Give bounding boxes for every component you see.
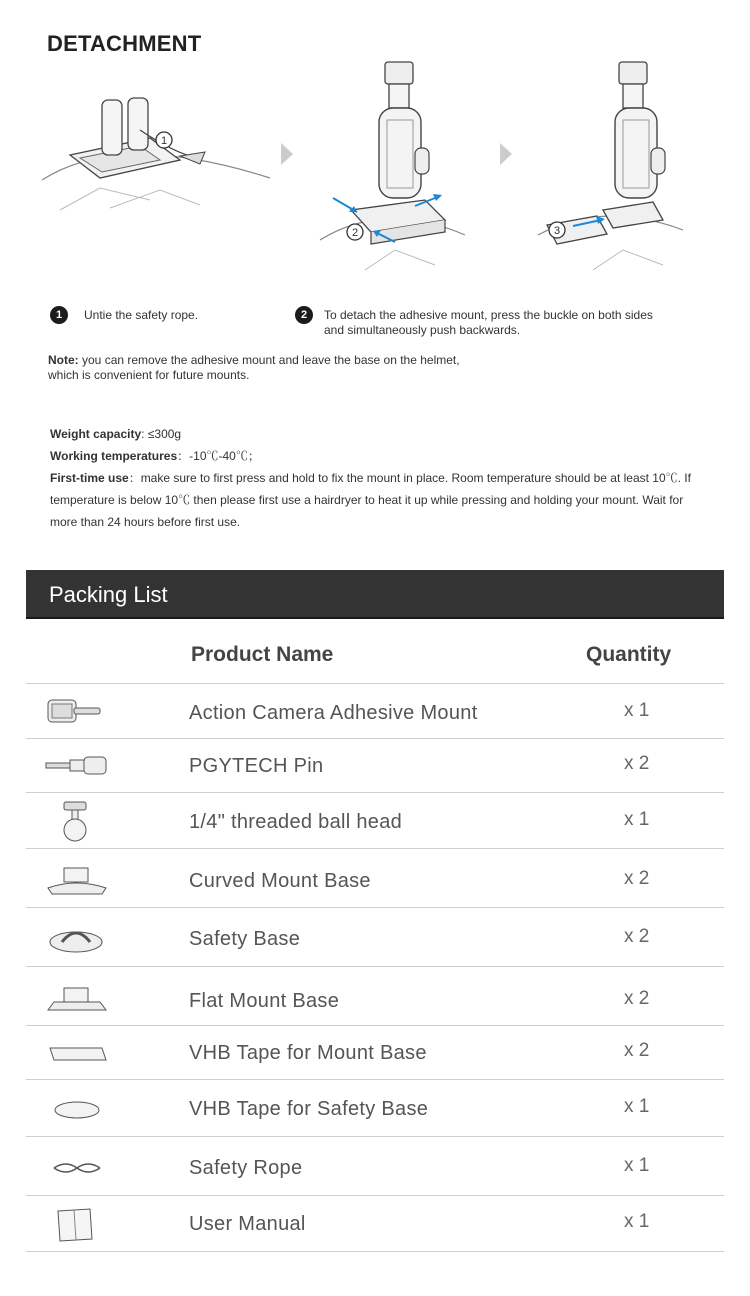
- row-divider: [26, 738, 724, 739]
- note-text: Note: you can remove the adhesive mount and leave the base on the helmet, which is convenient for future mounts.: [48, 353, 460, 382]
- quantity-value: x 2: [624, 988, 650, 1009]
- column-header-product: Product Name: [191, 643, 334, 666]
- row-divider: [26, 1195, 724, 1196]
- step-arrow-icon: [280, 142, 294, 171]
- illustration-push-backwards: [533, 60, 693, 280]
- svg-text:3: 3: [553, 225, 561, 237]
- packing-list-title: Packing List: [49, 582, 168, 607]
- vhb-tape-rect-icon: [44, 1040, 110, 1073]
- step-number-badge: 2: [295, 306, 313, 324]
- curved-base-icon: [44, 862, 110, 901]
- packing-list-header: [26, 570, 724, 619]
- section-title: DETACHMENT: [47, 31, 202, 56]
- quantity-value: x 2: [624, 1040, 650, 1061]
- step-arrow-icon: [499, 142, 513, 171]
- illustration-untie-rope: [40, 60, 275, 220]
- quantity-value: x 1: [624, 809, 650, 830]
- table-row: Safety Base: [189, 928, 301, 950]
- row-divider: [26, 966, 724, 967]
- table-row: Action Camera Adhesive Mount: [189, 702, 478, 724]
- adhesive-mount-icon: [44, 696, 104, 733]
- step-number-badge: 1: [50, 306, 68, 324]
- row-divider: [26, 1136, 724, 1137]
- safety-base-icon: [44, 922, 110, 959]
- row-divider: [26, 792, 724, 793]
- svg-text:2: 2: [351, 227, 359, 239]
- row-divider: [26, 1025, 724, 1026]
- table-row: Flat Mount Base: [189, 990, 340, 1012]
- column-header-quantity: Quantity: [586, 643, 672, 666]
- flat-base-icon: [44, 982, 110, 1019]
- illustration-press-buckle: [315, 60, 475, 280]
- table-row: User Manual: [189, 1213, 306, 1235]
- quantity-value: x 2: [624, 926, 650, 947]
- spec-temperature: Working temperatures：-10℃-40℃；: [50, 449, 260, 463]
- step-2: [295, 307, 715, 341]
- step-text: To detach the adhesive mount, press the buckle on both sides and simultaneously push backwards.: [324, 308, 653, 337]
- row-divider: [26, 848, 724, 849]
- row-divider: [26, 1079, 724, 1080]
- pin-icon: [44, 754, 110, 783]
- quantity-value: x 2: [624, 753, 650, 774]
- safety-rope-icon: [44, 1158, 110, 1183]
- specs-block: [50, 423, 710, 533]
- table-row: 1/4" threaded ball head: [189, 811, 403, 833]
- table-row: VHB Tape for Safety Base: [189, 1098, 429, 1120]
- row-divider: [26, 683, 724, 684]
- quantity-value: x 2: [624, 868, 650, 889]
- quantity-value: x 1: [624, 1096, 650, 1117]
- spec-first-use: First-time use：make sure to first press and hold to fix the mount in place. Room temperature should be at least 10℃. If temperature is below 10℃ then please first use a hairdryer to heat it up while pressing and holding your mount. Wait for more than 24 hours before first use.: [50, 471, 691, 529]
- table-row: Curved Mount Base: [189, 870, 371, 892]
- quantity-value: x 1: [624, 1155, 650, 1176]
- ball-head-icon: [56, 800, 96, 849]
- step-1: [50, 307, 290, 327]
- table-row: VHB Tape for Mount Base: [189, 1042, 427, 1064]
- row-divider: [26, 1251, 724, 1252]
- manual-icon: [54, 1205, 98, 1248]
- vhb-tape-round-icon: [44, 1096, 110, 1129]
- spec-weight: Weight capacity: ≤300g: [50, 427, 182, 441]
- quantity-value: x 1: [624, 700, 650, 721]
- table-row: PGYTECH Pin: [189, 755, 324, 777]
- row-divider: [26, 907, 724, 908]
- step-text: Untie the safety rope.: [84, 308, 199, 322]
- quantity-value: x 1: [624, 1211, 650, 1232]
- table-row: Safety Rope: [189, 1157, 303, 1179]
- svg-text:1: 1: [160, 135, 168, 147]
